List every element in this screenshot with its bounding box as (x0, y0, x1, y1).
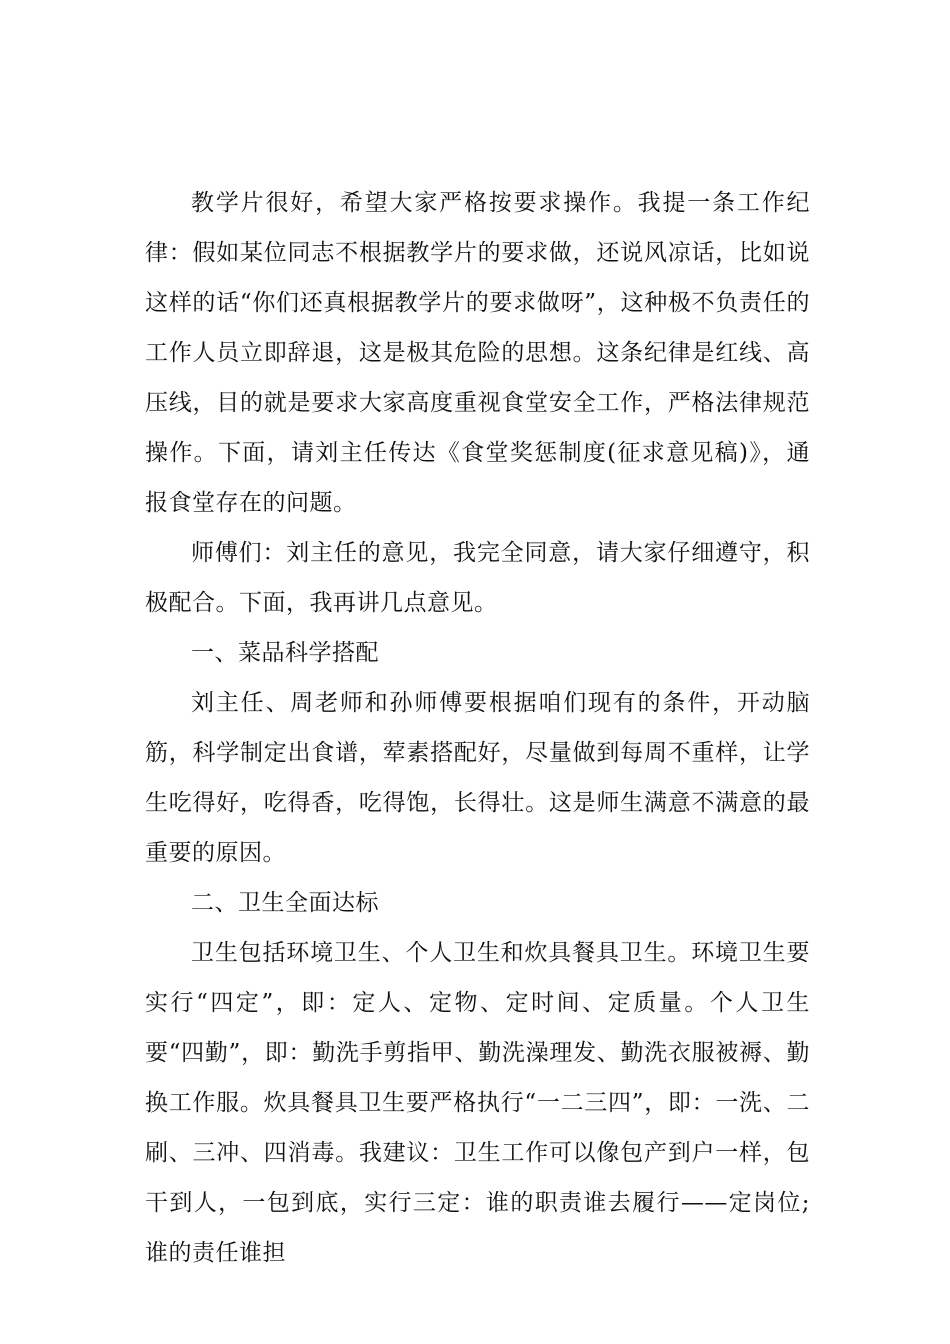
paragraph-menu-planning: 刘主任、周老师和孙师傅要根据咱们现有的条件，开动脑筋，科学制定出食谱，荤素搭配好，尽量做到每周不重样，让学生吃得好，吃得香，吃得饱，长得壮。这是师生满意不满意的最重要的原因。 (145, 690, 810, 866)
paragraph-address-masters: 师傅们：刘主任的意见，我完全同意，请大家仔细遵守，积极配合。下面，我再讲几点意见。 (145, 540, 810, 616)
section-heading-menu: 一、菜品科学搭配 (191, 640, 379, 666)
section-heading-hygiene: 二、卫生全面达标 (191, 890, 379, 916)
document-body (145, 178, 810, 1278)
paragraph-hygiene-rules: 卫生包括环境卫生、个人卫生和炊具餐具卫生。环境卫生要实行“四定”，即：定人、定物、定时间、定质量。个人卫生要“四勤”，即：勤洗手剪指甲、勤洗澡理发、勤洗衣服被褥、勤换工作服。炊具餐具卫生要严格执行“一二三四”，即：一洗、二刷、三冲、四消毒。我建议：卫生工作可以像包产到户一样，包干到人，一包到底，实行三定：谁的职责谁去履行——定岗位;谁的责任谁担 (145, 940, 810, 1266)
paragraph-work-discipline: 教学片很好，希望大家严格按要求操作。我提一条工作纪律：假如某位同志不根据教学片的要求做，还说风凉话，比如说这样的话“你们还真根据教学片的要求做呀”，这种极不负责任的工作人员立即辞退，这是极其危险的思想。这条纪律是红线、高压线，目的就是要求大家高度重视食堂安全工作，严格法律规范操作。下面，请刘主任传达《食堂奖惩制度(征求意见稿)》，通报食堂存在的问题。 (145, 190, 810, 516)
